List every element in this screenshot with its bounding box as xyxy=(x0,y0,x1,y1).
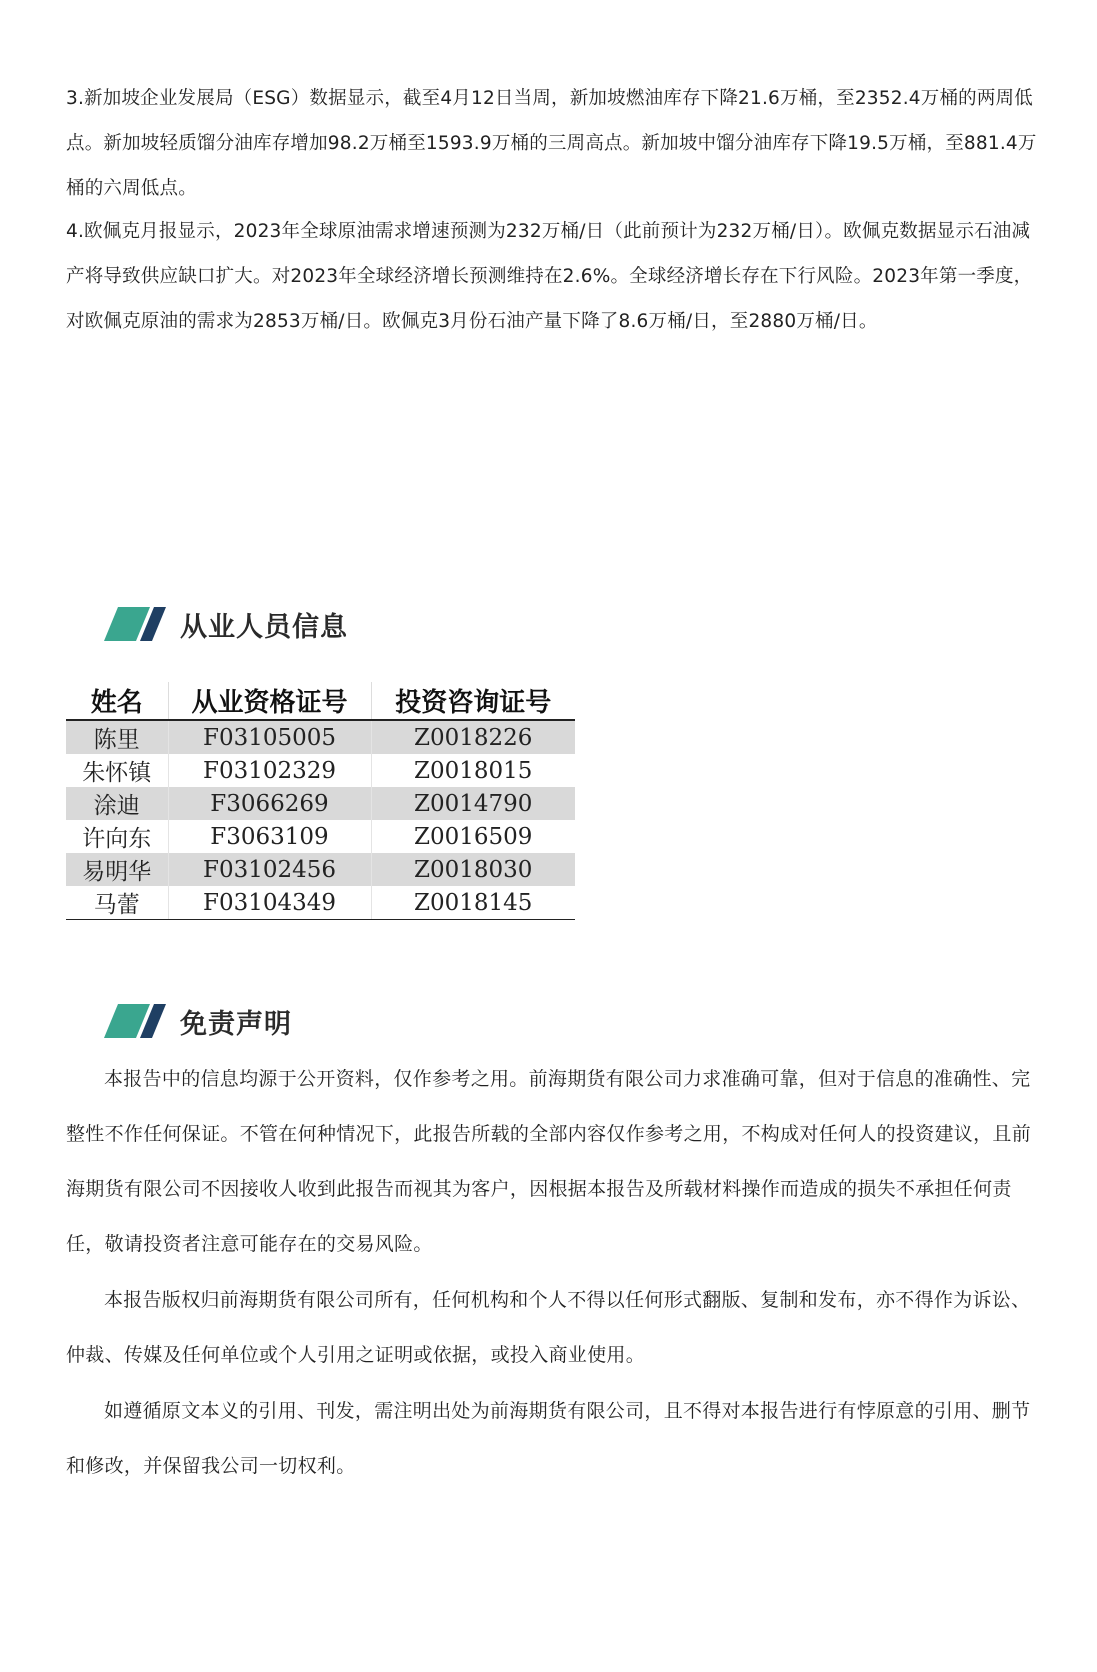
staff-name: 陈里 xyxy=(66,720,168,754)
table-row xyxy=(66,886,575,920)
table-row xyxy=(66,720,575,754)
disclaimer-paragraph-1: 本报告中的信息均源于公开资料，仅作参考之用。前海期货有限公司力求准确可靠，但对于信息的准确性、完整性不作任何保证。不管在何种情况下，此报告所载的全部内容仅作参考之用，不构成对任何人的投资建议，且前海期货有限公司不因接收人收到此报告而视其为客户，因根据本报告及所载材料操作而造成的损失不承担任何责任，敬请投资者注意可能存在的交易风险。 xyxy=(66,1068,1032,1255)
news-item-4: 4.欧佩克月报显示，2023年全球原油需求增速预测为232万桶/日（此前预计为232万桶/日）。欧佩克数据显示石油减产将导致供应缺口扩大。对2023年全球经济增长预测维持在2.6%。全球经济增长存在下行风险。2023年第一季度，对欧佩克原油的需求为2853万桶/日。欧佩克3月份石油产量下降了8.6万桶/日，至2880万桶/日。 xyxy=(66,221,1033,332)
consulting-no: Z0018145 xyxy=(371,886,575,920)
staff-section-heading xyxy=(104,604,348,644)
table-row xyxy=(66,787,575,820)
staff-name: 马蕾 xyxy=(66,886,168,920)
header-name: 姓名 xyxy=(66,682,168,720)
staff-info-table xyxy=(66,682,575,920)
staff-name: 易明华 xyxy=(66,853,168,886)
qualification-no: F3066269 xyxy=(168,787,371,820)
staff-name: 涂迪 xyxy=(66,787,168,820)
qualification-no: F03105005 xyxy=(168,720,371,754)
qualification-no: F03104349 xyxy=(168,886,371,920)
table-row xyxy=(66,820,575,853)
qualification-no: F03102456 xyxy=(168,853,371,886)
disclaimer-paragraph-3: 如遵循原文本义的引用、刊发，需注明出处为前海期货有限公司，且不得对本报告进行有悖原意的引用、删节和修改，并保留我公司一切权利。 xyxy=(66,1400,1031,1477)
consulting-no: Z0016509 xyxy=(414,823,533,850)
section-marker-icon xyxy=(104,1004,166,1038)
consulting-no: Z0018030 xyxy=(371,853,575,886)
table-header-row xyxy=(66,682,575,720)
news-item-3: 3.新加坡企业发展局（ESG）数据显示，截至4月12日当周，新加坡燃油库存下降21.6万桶，至2352.4万桶的两周低点。新加坡轻质馏分油库存增加98.2万桶至1593.9万桶的三周高点。新加坡中馏分油库存下降19.5万桶，至881.4万桶的六周低点。 xyxy=(66,88,1037,199)
consulting-no: Z0014790 xyxy=(371,787,575,820)
staff-name: 朱怀镇 xyxy=(66,754,168,787)
table-row xyxy=(66,754,575,787)
section-marker-icon xyxy=(104,607,166,641)
header-consulting-no: 投资咨询证号 xyxy=(371,682,575,720)
header-qualification-no: 从业资格证号 xyxy=(168,682,371,720)
qualification-no: F03102329 xyxy=(168,754,371,787)
disclaimer-section-title: 免责声明 xyxy=(180,1008,292,1040)
disclaimer-paragraph-2: 本报告版权归前海期货有限公司所有，任何机构和个人不得以任何形式翻版、复制和发布，亦不得作为诉讼、仲裁、传媒及任何单位或个人引用之证明或依据，或投入商业使用。 xyxy=(66,1289,1031,1366)
disclaimer-section-heading xyxy=(104,1001,292,1041)
qualification-no: F3063109 xyxy=(168,820,371,853)
staff-name: 许向东 xyxy=(66,820,168,853)
staff-section-title: 从业人员信息 xyxy=(180,611,348,643)
consulting-no: Z0018015 xyxy=(414,757,533,784)
table-row xyxy=(66,853,575,886)
consulting-no: Z0018226 xyxy=(371,720,575,754)
